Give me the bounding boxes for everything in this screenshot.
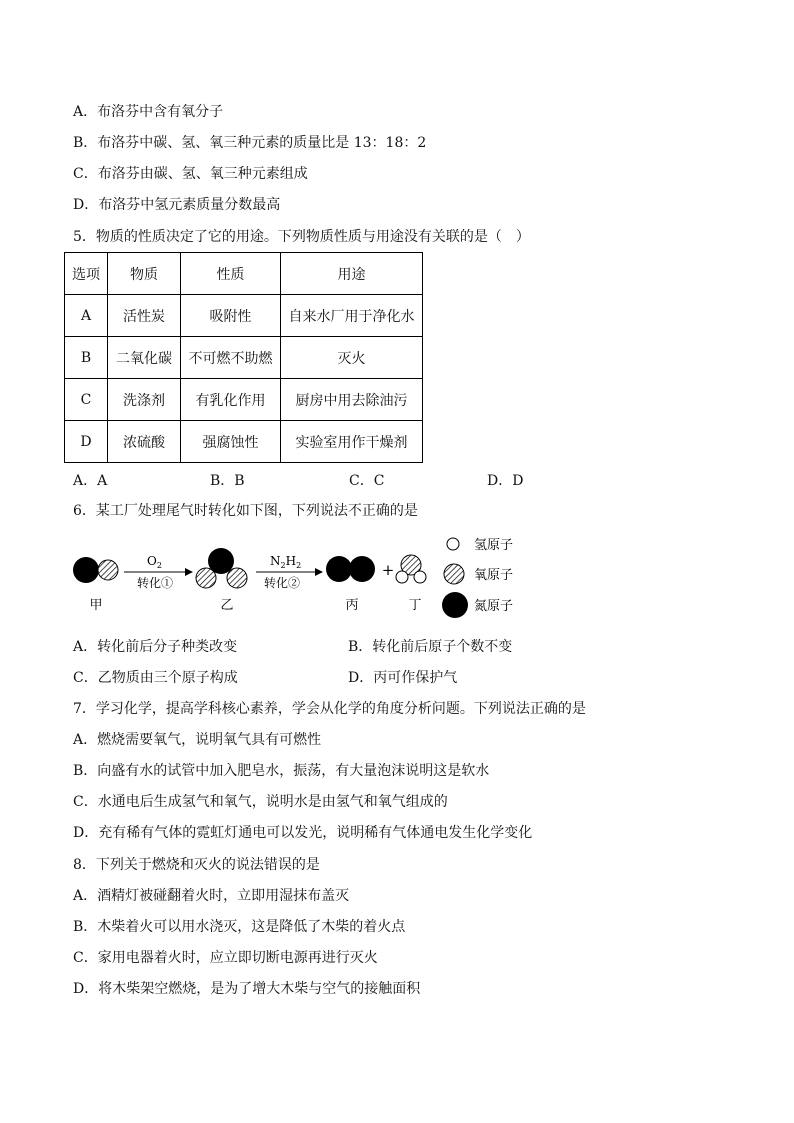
q6-stem: 6．某工厂处理尾气时转化如下图，下列说法不正确的是: [73, 503, 418, 519]
q6-option-a: A．转化前后分子种类改变: [73, 639, 238, 655]
legend-oxygen: 氧原子: [474, 568, 514, 583]
q4-option-a: A．布洛芬中含有氧分子: [73, 104, 224, 120]
label-ding: 丁: [408, 598, 422, 613]
molecule-yi: [196, 548, 247, 588]
header-cell: 物质: [108, 253, 181, 295]
plus-sign: +: [381, 561, 395, 579]
table-cell: B: [65, 337, 108, 379]
arrow2-caption: 转化②: [263, 576, 301, 590]
oxygen-atom-icon: [444, 564, 464, 584]
molecule-bing: [326, 556, 375, 582]
q8-option-a: A．酒精灯被碰翻着火时，立即用湿抹布盖灭: [73, 888, 350, 904]
q5-option-b: B．B: [210, 473, 245, 489]
table-cell: 有乳化作用: [181, 379, 281, 421]
table-cell: 洗涤剂: [108, 379, 181, 421]
arrow1-caption: 转化①: [136, 576, 174, 590]
q5-option-d: D．D: [487, 473, 524, 489]
table-cell: 实验室用作干燥剂: [281, 421, 423, 463]
table-row: [65, 295, 423, 337]
header-cell: 选项: [65, 253, 108, 295]
q6-options-row2: [73, 667, 673, 687]
q5-options: [73, 470, 673, 490]
label-bing: 丙: [345, 598, 359, 613]
q5-table: [64, 252, 423, 463]
molecule-jia: [73, 557, 118, 583]
q7-option-d: D．充有稀有气体的霓虹灯通电可以发光，说明稀有气体通电发生化学变化: [73, 825, 533, 841]
q5-stem: 5．物质的性质决定了它的用途。下列物质性质与用途没有关联的是（ ）: [73, 229, 530, 245]
q6-option-c: C．乙物质由三个原子构成: [73, 670, 238, 686]
table-cell: 二氧化碳: [108, 337, 181, 379]
table-header-row: [65, 253, 423, 295]
header-cell: 性质: [181, 253, 281, 295]
q6-option-b: B．转化前后原子个数不变: [348, 639, 513, 655]
q6-options-row1: [73, 636, 673, 656]
q8-option-c: C．家用电器着火时，应立即切断电源再进行灭火: [73, 950, 378, 966]
table-cell: D: [65, 421, 108, 463]
q6-option-d: D．丙可作保护气: [348, 670, 458, 686]
table-cell: 自来水厂用于净化水: [281, 295, 423, 337]
q5-option-a: A．A: [73, 473, 108, 489]
nitrogen-atom-icon: [442, 592, 468, 618]
label-jia: 甲: [89, 598, 103, 613]
q8-stem: 8．下列关于燃烧和灭火的说法错误的是: [73, 857, 320, 873]
table-row: [65, 379, 423, 421]
table-cell: A: [65, 295, 108, 337]
q4-option-c: C．布洛芬由碳、氢、氧三种元素组成: [73, 166, 308, 182]
q7-option-b: B．向盛有水的试管中加入肥皂水，振荡，有大量泡沫说明这是软水: [73, 763, 490, 779]
table-cell: 不可燃不助燃: [181, 337, 281, 379]
table-cell: 吸附性: [181, 295, 281, 337]
arrow2-reagent: $N_2H_2$: [270, 554, 302, 570]
q4-option-b: B．布洛芬中碳、氢、氧三种元素的质量比是 13：18：2: [73, 135, 427, 151]
header-cell: 用途: [281, 253, 423, 295]
q7-option-c: C．水通电后生成氢气和氧气，说明水是由氢气和氧气组成的: [73, 794, 448, 810]
q6-reaction-diagram: [0, 530, 794, 630]
q8-option-d: D．将木柴架空燃烧，是为了增大木柴与空气的接触面积: [73, 981, 421, 997]
table-row: [65, 421, 423, 463]
table-cell: 强腐蚀性: [181, 421, 281, 463]
table-cell: 浓硫酸: [108, 421, 181, 463]
table-cell: C: [65, 379, 108, 421]
q7-option-a: A．燃烧需要氧气，说明氧气具有可燃性: [73, 732, 322, 748]
table-cell: 活性炭: [108, 295, 181, 337]
legend: [442, 538, 513, 618]
table-cell: 厨房中用去除油污: [281, 379, 423, 421]
hydrogen-atom-icon: [447, 538, 459, 550]
molecule-ding: [396, 555, 426, 583]
q8-option-b: B．木柴着火可以用水浇灭，这是降低了木柴的着火点: [73, 919, 406, 935]
q4-option-d: D．布洛芬中氢元素质量分数最高: [73, 197, 281, 213]
table-cell: 灭火: [281, 337, 423, 379]
q5-option-c: C．C: [349, 473, 385, 489]
legend-nitrogen: 氮原子: [474, 599, 514, 614]
arrow1-reagent: $O_2$: [147, 554, 162, 570]
table-row: [65, 337, 423, 379]
legend-hydrogen: 氢原子: [474, 538, 514, 553]
q7-stem: 7．学习化学，提高学科核心素养，学会从化学的角度分析问题。下列说法正确的是: [73, 701, 586, 717]
label-yi: 乙: [220, 598, 234, 613]
